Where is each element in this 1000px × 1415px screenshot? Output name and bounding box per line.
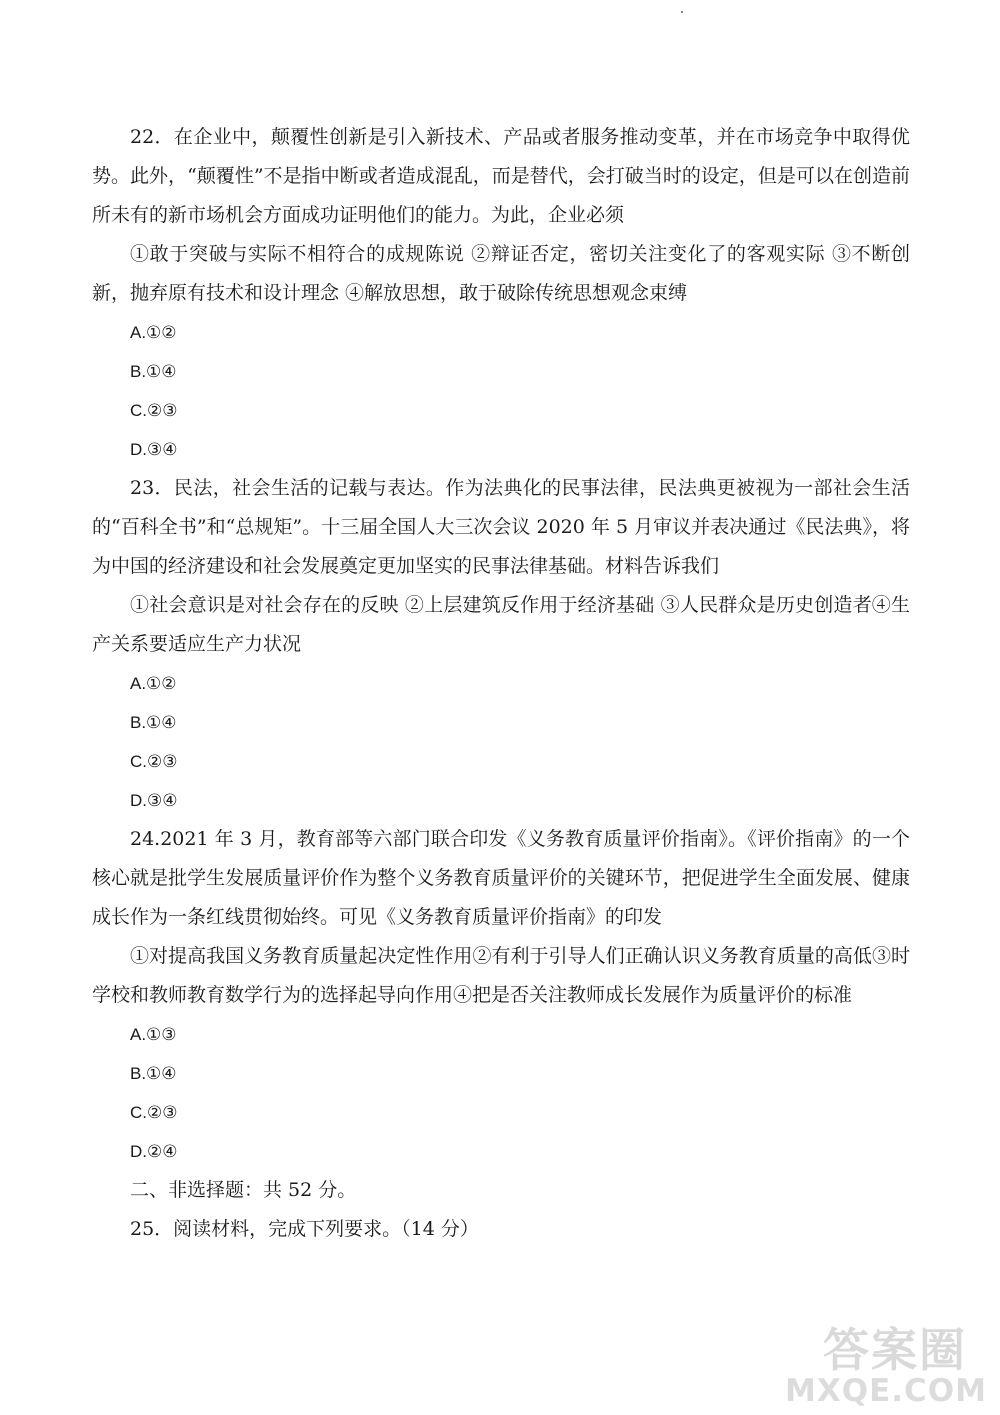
question-25-heading: 25．阅读材料，完成下列要求。（14 分） (130, 1218, 479, 1240)
option-a: A.①③ (130, 1025, 177, 1044)
option-a: A.①② (130, 674, 177, 693)
question-stem: 24.2021 年 3 月，教育部等六部门联合印发《义务教育质量评价指南》。《评价指南》的一个核心就是批学生发展质量评价作为整个义务教育质量评价的关键环节，把促进学生全面发展、健康成长作为一条红线贯彻始终。可见《义务教育质量评价指南》的印发 (92, 828, 910, 928)
option-list (92, 1015, 910, 1171)
question-stem: 23．民法，社会生活的记载与表达。作为法典化的民事法律，民法典更被视为一部社会生活的“百科全书”和“总规矩”。十三届全国人大三次会议 2020 年 5 月审议并表决通过《民法典》，将为中国的经济建设和社会发展奠定更加坚实的民事法律基础。材料告诉我们 (92, 477, 910, 577)
option-list (92, 313, 910, 469)
document-page (92, 118, 910, 1249)
question-statements: ①敢于突破与实际不相符合的成规陈说 ②辩证否定，密切关注变化了的客观实际 ③不断创新，抛弃原有技术和设计理念 ④解放思想，敢于破除传统思想观念束缚 (92, 243, 910, 304)
question-stem: 22．在企业中，颠覆性创新是引入新技术、产品或者服务推动变革，并在市场竞争中取得优势。此外，“颠覆性”不是指中断或者造成混乱，而是替代，会打破当时的设定，但是可以在创造前所未有的新市场机会方面成功证明他们的能力。为此，企业必须 (92, 126, 910, 226)
option-d: D.③④ (130, 440, 178, 459)
question-23 (92, 469, 910, 820)
section-heading: 二、非选择题：共 52 分。 (130, 1179, 357, 1201)
option-c: C.②③ (130, 1103, 178, 1122)
option-list (92, 664, 910, 820)
option-c: C.②③ (130, 401, 178, 420)
watermark-url: MXQE.COM (785, 1373, 988, 1409)
scan-dot (681, 11, 683, 13)
watermark-text: 答案圈 (823, 1323, 967, 1377)
watermark-logo (785, 1314, 990, 1409)
question-statements: ①社会意识是对社会存在的反映 ②上层建筑反作用于经济基础 ③人民群众是历史创造者④生产关系要适应生产力状况 (92, 594, 910, 655)
option-d: D.③④ (130, 791, 178, 810)
option-c: C.②③ (130, 752, 178, 771)
question-24 (92, 820, 910, 1171)
option-b: B.①④ (130, 1064, 177, 1083)
option-b: B.①④ (130, 362, 177, 381)
question-22 (92, 118, 910, 469)
option-d: D.②④ (130, 1142, 178, 1161)
option-a: A.①② (130, 323, 177, 342)
option-b: B.①④ (130, 713, 177, 732)
question-statements: ①对提高我国义务教育质量起决定性作用②有利于引导人们正确认识义务教育质量的高低③时学校和教师教育数学行为的选择起导向作用④把是否关注教师成长发展作为质量评价的标准 (92, 945, 910, 1006)
